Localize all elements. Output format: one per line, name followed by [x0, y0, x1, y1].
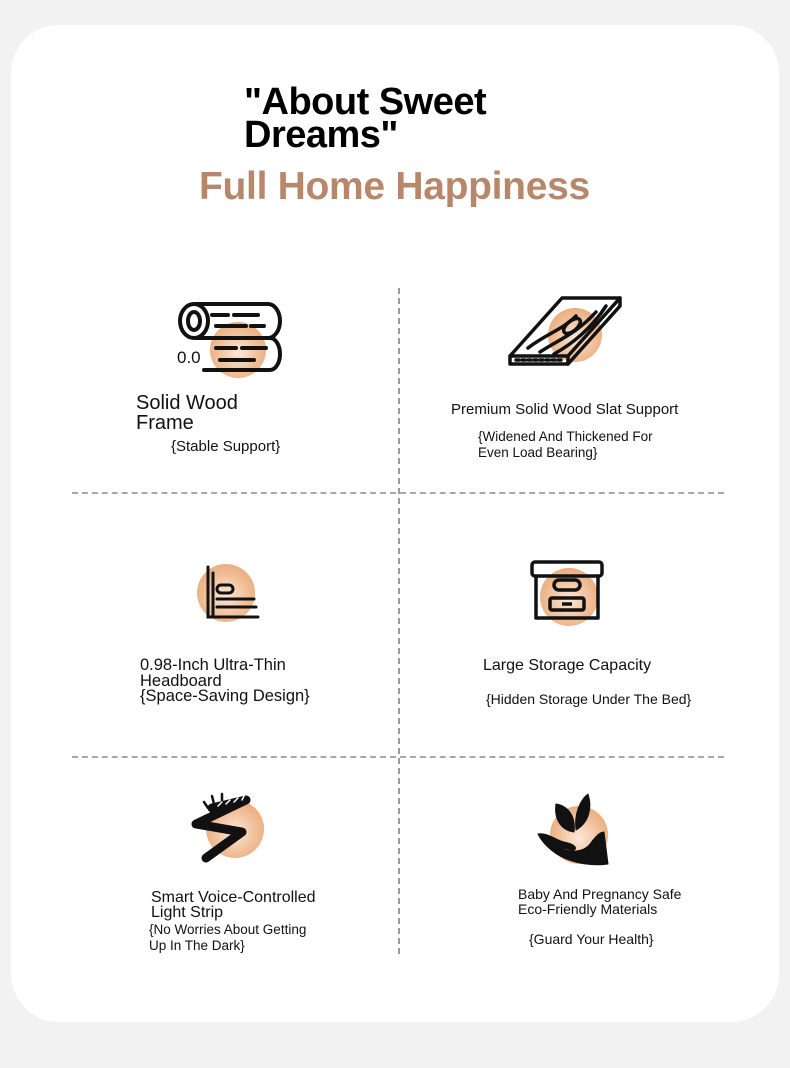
- feature-description: [478, 429, 653, 461]
- page-subtitle: Full Home Happiness: [199, 165, 590, 208]
- feature-title-line2: Eco-Friendly Materials: [518, 901, 658, 917]
- feature-title-line2: Headboard: [140, 671, 222, 690]
- feature-title: [151, 890, 316, 920]
- feature-title: [140, 658, 310, 705]
- horizontal-divider-2: [72, 756, 724, 758]
- feature-description-line1: {Widened And Thickened For: [478, 429, 653, 444]
- feature-title-line1: 0.98-Inch Ultra-Thin: [140, 656, 286, 674]
- page-title-line2: Dreams": [244, 114, 398, 156]
- feature-title-line1: Baby And Pregnancy Safe: [518, 886, 682, 902]
- feature-title-line2: Frame: [136, 412, 194, 434]
- feature-title: Large Storage Capacity: [483, 657, 652, 674]
- feature-title: [136, 393, 238, 433]
- page-title: [244, 81, 544, 156]
- page-title-line1: "About Sweet: [244, 81, 487, 123]
- feature-title: [518, 887, 681, 917]
- feature-description-line2: Even Load Bearing}: [478, 445, 598, 460]
- vertical-divider: [398, 288, 400, 954]
- icon-overlay-text: 0.0: [177, 348, 201, 367]
- feature-title-line1: Solid Wood: [136, 392, 238, 414]
- feature-description: {Space-Saving Design}: [140, 687, 310, 705]
- feature-description: [149, 922, 306, 954]
- feature-description: {Hidden Storage Under The Bed}: [486, 691, 692, 707]
- feature-title-line1: Smart Voice-Controlled: [151, 889, 316, 906]
- eco-leaf-hand-icon: [534, 792, 612, 868]
- feature-description: {Stable Support}: [171, 438, 281, 455]
- wood-plank-icon: [506, 294, 624, 368]
- feature-title-line2: Light Strip: [151, 904, 224, 921]
- feature-title: Premium Solid Wood Slat Support: [451, 401, 679, 418]
- feature-description: {Guard Your Health}: [529, 931, 654, 947]
- feature-description-line1: {No Worries About Getting: [149, 922, 307, 937]
- horizontal-divider-1: [72, 492, 724, 494]
- light-strip-icon: [184, 792, 268, 864]
- thin-headboard-icon: [202, 565, 264, 621]
- storage-box-icon: [530, 560, 604, 622]
- feature-description-line2: Up In The Dark}: [149, 938, 245, 953]
